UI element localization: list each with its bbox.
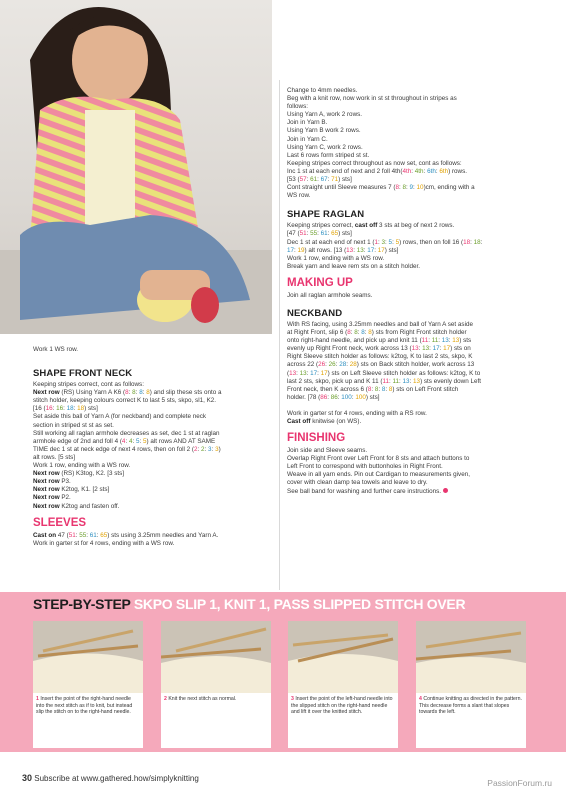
text-line: Join in Yarn B. <box>287 119 328 127</box>
text-line: Next row K2tog, K1. [2 sts] <box>33 486 110 494</box>
text-line: Next row K2tog and fasten off. <box>33 502 120 510</box>
step-caption: 3 Insert the point of the left-hand needle into the slipped stitch on the right-hand needle and lift it over the knitted stitch. <box>288 693 398 748</box>
text-line: Front neck, then K across 6 (8: 8: 8: 8) sts on Left Front stitch <box>287 385 459 393</box>
intro-text: Work 1 WS row. <box>33 346 79 353</box>
step-caption: 2 Knit the next stitch as normal. <box>161 693 271 748</box>
text-line: Set aside this ball of Yarn A (for neckband) and complete neck <box>33 413 207 421</box>
text-line: [53 (57: 61: 67: 71) sts] <box>287 176 352 184</box>
text-line: Using Yarn A, work 2 rows. <box>287 111 363 119</box>
text-line: TIME dec 1 st at neck edge of next 4 rows, then on foll 2 (2: 2: 3: 3) <box>33 445 221 453</box>
text-line: evenly up Right Front neck, work across 13 (13: 13: 17: 17) sts on <box>287 345 471 353</box>
text-line: Work 1 row, ending with a WS row. <box>287 254 385 262</box>
shape-raglan-heading: SHAPE RAGLAN <box>287 209 365 221</box>
text-line: Last 6 rows form striped st st. <box>287 151 370 159</box>
step-card <box>288 621 398 748</box>
text-line: Keeping stripes correct, cast off 3 sts at beg of next 2 rows. <box>287 222 455 230</box>
text-line: Left Front to correspond with buttonholes in Right Front. <box>287 463 443 471</box>
text-line: Next row (RS) Using Yarn A K6 (8: 8: 8: 8) and slip these sts onto a <box>33 389 222 397</box>
watermark: PassionForum.ru <box>487 778 552 788</box>
text-line: See ball band for washing and further care instructions. <box>287 488 527 496</box>
text-line: across 22 (26: 26: 28: 28) sts on Back stitch holder, work across 13 <box>287 361 475 369</box>
step-by-step-panel <box>0 592 566 752</box>
step-card <box>416 621 526 748</box>
text-line: WS row. <box>287 192 311 200</box>
right-column <box>287 87 527 496</box>
shape-front-neck-heading: SHAPE FRONT NECK <box>33 368 133 380</box>
text-line: Join all raglan armhole seams. <box>287 291 373 299</box>
text-line: Break yarn and leave rem sts on a stitch holder. <box>287 262 421 270</box>
girl-in-striped-cardigan-image <box>0 0 272 334</box>
text-line: Work in garter st for 4 rows, ending with a WS row. <box>33 539 175 547</box>
text-line: stitch holder, keeping colours correct K to last 5 sts, skpo, sl1, K2. <box>33 397 217 405</box>
text-line: alt rows. [5 sts] <box>33 453 75 461</box>
column-divider <box>279 80 280 590</box>
text-line: holder. [78 (86: 86: 100: 100) sts] <box>287 393 380 401</box>
text-line: Still working all raglan armhole decreases as set, dec 1 st at raglan <box>33 429 220 437</box>
text-line: Change to 4mm needles. <box>287 87 358 94</box>
page-number: 30 <box>22 773 33 783</box>
text-line: Using Yarn B work 2 rows. <box>287 127 361 135</box>
text-line: at Right Front, slip 6 (8: 8: 8: 8) sts from Right Front stitch holder <box>287 329 467 337</box>
text-line: 17: 19) alt rows. [13 (13: 13: 17: 17) sts] <box>287 246 399 254</box>
text-line: Work 1 row, ending with a WS row. <box>33 462 131 470</box>
text-line: Keeping stripes correct throughout as now set, cont as follows: <box>287 159 462 167</box>
step-card <box>161 621 271 748</box>
step-caption: 1 Insert the point of the right-hand needle into the next stitch as if to knit, but instead slip the stitch on to the right-hand needle. <box>33 693 143 748</box>
text-line: With RS facing, using 3.25mm needles and ball of Yarn A set aside <box>287 320 473 328</box>
end-mark-icon <box>443 488 448 493</box>
left-column <box>33 346 273 548</box>
text-line: Cast on 47 (51: 55: 61: 65) sts using 3.25mm needles and Yarn A. <box>33 531 219 539</box>
text-line: Cont straight until Sleeve measures 7 (8: 8: 9: 10)cm, ending with a <box>287 184 475 192</box>
text-line: Inc 1 st at each end of next and 2 foll 4th(4th: 4th: 6th: 6th) rows. <box>287 167 467 175</box>
text-line: Overlap Right Front over Left Front for 8 sts and attach buttons to <box>287 455 470 463</box>
knitting-step-image <box>161 621 271 693</box>
text-line: follows: <box>287 103 308 111</box>
step-card <box>33 621 143 748</box>
text-line: Using Yarn C, work 2 rows. <box>287 143 363 151</box>
text-line: Join in Yarn C. <box>287 135 328 143</box>
text-line: Keeping stripes correct, cont as follows: <box>33 381 144 389</box>
knitting-step-image <box>33 621 143 693</box>
text-line: [16 (16: 16: 18: 18) sts] <box>33 405 98 413</box>
finishing-heading: FINISHING <box>287 432 346 445</box>
text-line: Beg with a knit row, now work in st st throughout in stripes as <box>287 95 457 103</box>
knitting-step-image <box>288 621 398 693</box>
sleeves-heading: SLEEVES <box>33 516 87 529</box>
text-line: Work in garter st for 4 rows, ending with a RS row. <box>287 409 427 417</box>
making-up-heading: MAKING UP <box>287 276 353 289</box>
text-line: Join side and Sleeve seams. <box>287 447 368 455</box>
neckband-heading: NECKBAND <box>287 307 343 319</box>
text-line: Dec 1 st at each end of next 1 (1: 3: 5: 5) rows, then on foll 16 (18: 18: <box>287 238 483 246</box>
text-line: Next row P2. <box>33 494 71 502</box>
step-by-step-title: STEP-BY-STEP SKPO SLIP 1, KNIT 1, PASS SLIPPED STITCH OVER <box>33 596 466 612</box>
text-line: onto right-hand needle, and pick up and knit 11 (11: 11: 13: 13) sts <box>287 337 472 345</box>
knitting-step-image <box>416 621 526 693</box>
text-line: Next row P3. <box>33 478 71 486</box>
page-footer <box>22 773 199 784</box>
text-line: section in striped st st as set. <box>33 421 114 429</box>
subscribe-link[interactable]: Subscribe at www.gathered.how/simplyknitting <box>32 774 199 783</box>
text-line: Cast off knitwise (on WS). <box>287 418 362 425</box>
text-line: last 2 sts, skpo, pick up and K 11 (11: 11: 13: 13) sts evenly down Left <box>287 377 481 385</box>
step-caption: 4 Continue knitting as directed in the pattern. This decrease forms a slant that slopes towards the left. <box>416 693 526 748</box>
text-line: Weave in all yarn ends. Pin out Cardigan to measurements given, <box>287 471 470 479</box>
text-line: Next row (RS) K3tog, K2. [3 sts] <box>33 470 124 478</box>
text-line: [47 (51: 55: 61: 65) sts] <box>287 230 352 238</box>
text-line: (13: 13: 17: 17) sts on Left Sleeve stitch holder as follows: k2tog, K to <box>287 369 481 377</box>
text-line: Right Sleeve stitch holder as follows: k2tog, K to last 2 sts, skpo, K <box>287 353 473 361</box>
text-line: cover with clean damp tea towels and leave to dry. <box>287 479 428 487</box>
text-line: armhole edge of 2nd and foll 4 (4: 4: 5: 5) alt rows AND AT SAME <box>33 437 216 445</box>
model-photo <box>0 0 272 334</box>
